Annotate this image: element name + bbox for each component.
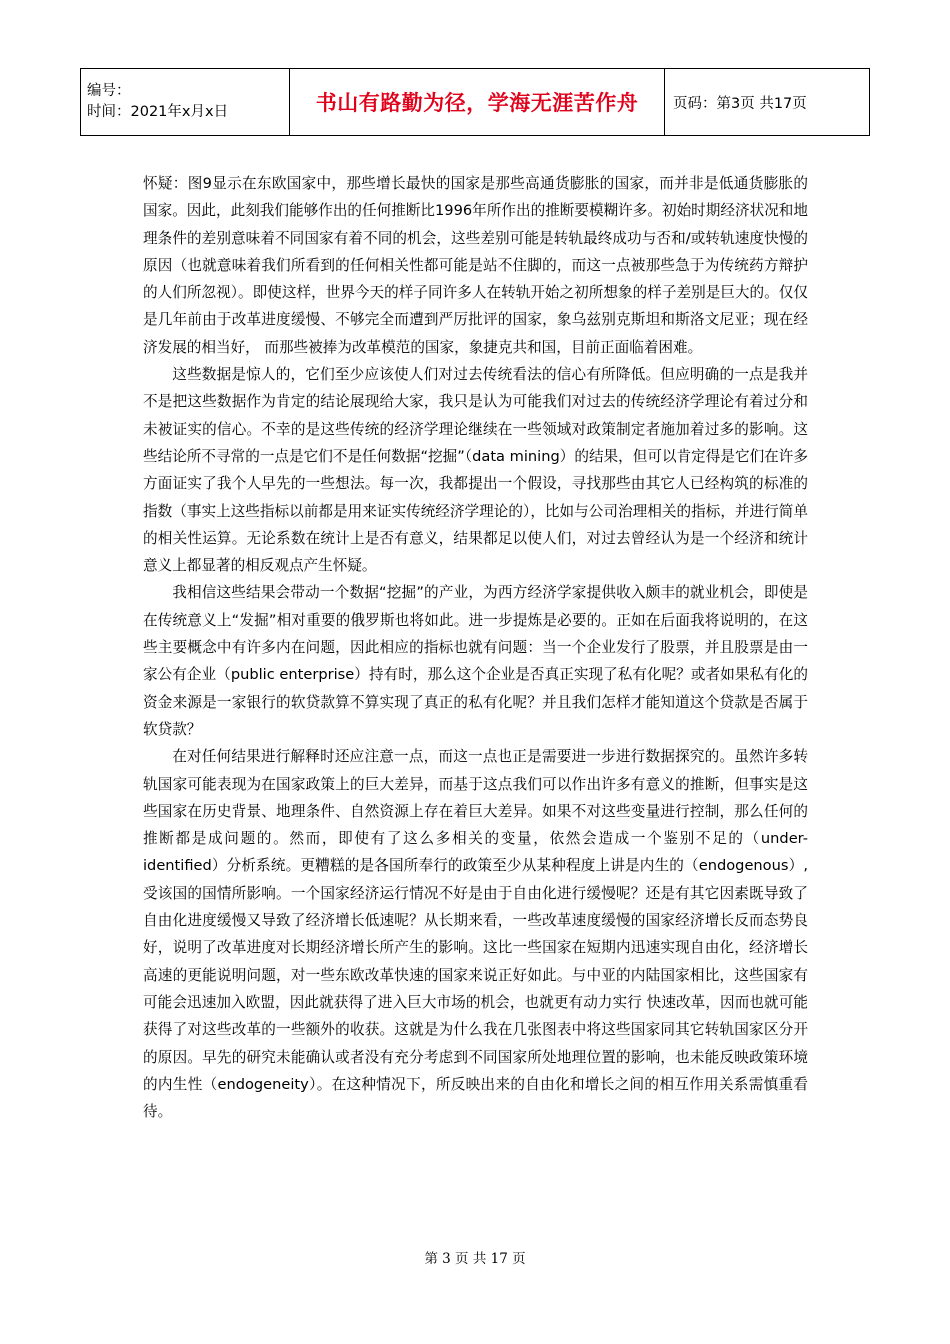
paragraph: 怀疑：图9显示在东欧国家中，那些增长最快的国家是那些高通货膨胀的国家，而并非是低通货膨胀的国家。因此，此刻我们能够作出的任何推断比1996年所作出的推断要模糊许多。初始时期经济状况和地理条件的差别意味着不同国家有着不同的机会，这些差别可能是转轨最终成功与否和/或转轨速度快慢的原因（也就意味着我们所看到的任何相关性都可能是站不住脚的，而这一点被那些急于为传统药方辩护的人们所忽视）。即使这样，世界今天的样子同许多人在转轨开始之初所想象的样子差别是巨大的。仅仅是几年前由于改革进度缓慢、不够完全而遭到严厉批评的国家，象乌兹别克斯坦和斯洛文尼亚；现在经济发展的相当好， 而那些被捧为改革模范的国家，象捷克共和国，目前正面临着困难。 [143,175,808,356]
header-meta-cell [81,69,290,136]
page-footer: 第 3 页 共 17 页 [424,1251,526,1267]
paragraph: 在对任何结果进行解释时还应注意一点，而这一点也正是需要进一步进行数据探究的。虽然许多转轨国家可能表现为在国家政策上的巨大差异，而基于这点我们可以作出许多有意义的推断，但事实是这些国家在历史背景、地理条件、自然资源上存在着巨大差异。如果不对这些变量进行控制，那么任何的推断都是成问题的。然而，即使有了这么多相关的变量，依然会造成一个鉴别不足的（under-identified）分析系统。更糟糕的是各国所奉行的政策至少从某种程度上讲是内生的（endogenous）,受该国的国情所影响。一个国家经济运行情况不好是由于自由化进行缓慢呢？还是有其它因素既导致了自由化进度缓慢又导致了经济增长低速呢？从长期来看，一些改革速度缓慢的国家经济增长反而态势良好，说明了改革进度对长期经济增长所产生的影响。这比一些国家在短期内迅速实现自由化，经济增长高速的更能说明问题，对一些东欧改革快速的国家来说正好如此。与中亚的内陆国家相比，这些国家有可能会迅速加入欧盟，因此就获得了进入巨大市场的机会，也就更有动力实行 快速改革，因而也就可能获得了对这些改革的一些额外的收获。这就是为什么我在几张图表中将这些国家同其它转轨国家区分开的原因。早先的研究未能确认或者没有充分考虑到不同国家所处地理位置的影响，也未能反映政策环境的内生性（endogeneity）。在这种情况下，所反映出来的自由化和增长之间的相互作用关系需慎重看待。 [143,748,808,1121]
document-body [143,170,808,1125]
header-motto: 书山有路勤为径，学海无涯苦作舟 [290,69,665,136]
paragraph: 我相信这些结果会带动一个数据“挖掘”的产业，为西方经济学家提供收入颇丰的就业机会，即使是在传统意义上“发掘”相对重要的俄罗斯也将如此。进一步提炼是必要的。正如在后面我将说明的，在这些主要概念中有许多内在问题，因此相应的指标也就有问题：当一个企业发行了股票，并且股票是由一家公有企业（public enterprise）持有时，那么这个企业是否真正实现了私有化呢？或者如果私有化的资金来源是一家银行的软贷款算不算实现了真正的私有化呢？并且我们怎样才能知道这个贷款是否属于软贷款？ [143,584,808,738]
number-label: 编号： [87,83,131,99]
document-header [80,68,870,136]
time-label: 时间：2021年x月x日 [87,104,229,120]
paragraph: 这些数据是惊人的，它们至少应该使人们对过去传统看法的信心有所降低。但应明确的一点是我并不是把这些数据作为肯定的结论展现给大家，我只是认为可能我们对过去的传统经济学理论有着过分和未被证实的信心。不幸的是这些传统的经济学理论继续在一些领域对政策制定者施加着过多的影响。这些结论所不寻常的一点是它们不是任何数据“挖掘”（data mining）的结果，但可以肯定得是它们在许多方面证实了我个人早先的一些想法。每一次，我都提出一个假设，寻找那些由其它人已经构筑的标准的指数（事实上这些指标以前都是用来证实传统经济学理论的），比如与公司治理相关的指标，并进行简单的相关性运算。无论系数在统计上是否有意义，结果都足以使人们，对过去曾经认为是一个经济和统计意义上都显著的相反观点产生怀疑。 [143,366,808,575]
header-page-info: 页码：第3页 共17页 [665,69,870,136]
